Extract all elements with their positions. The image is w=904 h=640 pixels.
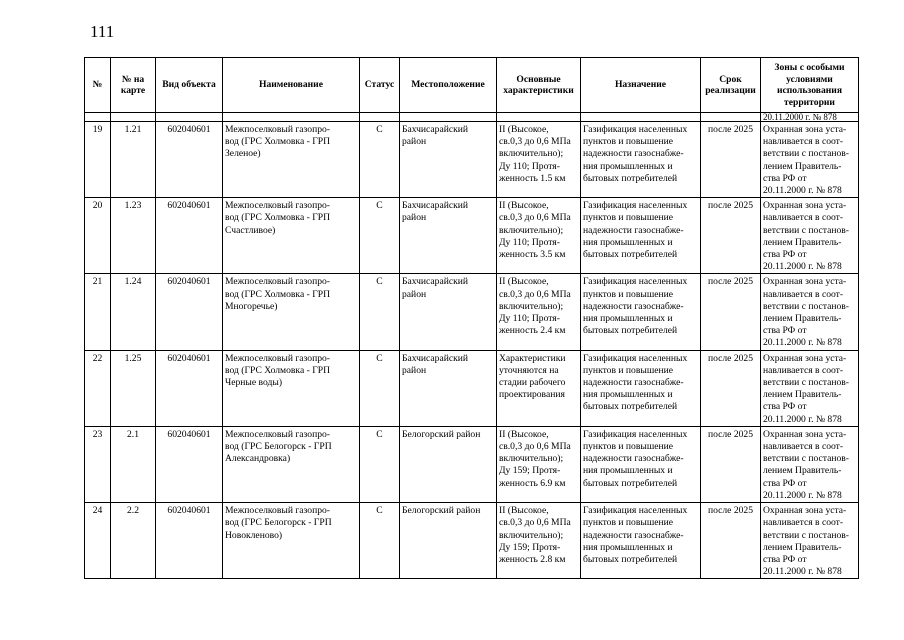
cell-line: пунктов и повышение: [583, 136, 674, 148]
cell-line: Охранная зона уста-: [763, 352, 847, 364]
cell-line: ния промышленных и: [583, 389, 673, 401]
cell-line: ветствии с постанов-: [763, 300, 849, 312]
cell-line: проектирования: [499, 389, 565, 401]
cell-purpose: [581, 122, 701, 198]
cell-line: лением Правитель-: [763, 389, 842, 401]
cell-line: Газификация населенных: [583, 428, 688, 440]
cell-characteristics: [497, 503, 581, 579]
cell-line: Черные воды): [225, 377, 283, 389]
cell-status: С: [360, 198, 400, 274]
cell-line: ния промышленных и: [583, 160, 673, 172]
cell-line: бытовых потребителей: [583, 401, 678, 413]
cell-line: женность 2.8 км: [499, 553, 566, 565]
cell-characteristics: [497, 198, 581, 274]
cell-line: женность 6.9 км: [499, 477, 566, 489]
cell-line: пунктов и повышение: [583, 364, 674, 376]
cell-line: вод (ГРС Белогорск - ГРП: [225, 517, 332, 529]
cell-status: С: [360, 274, 400, 350]
cell-characteristics: [497, 426, 581, 502]
cell-line: женность 3.5 км: [499, 249, 566, 261]
cell-location: [400, 122, 497, 198]
cell-line: вод (ГРС Белогорск - ГРП: [225, 441, 332, 453]
cell-line: II (Высокое,: [499, 124, 549, 135]
cell-line: св.0,3 до 0,6 МПа: [499, 136, 571, 148]
cell-line: Газификация населенных: [583, 124, 688, 135]
cell-status: С: [360, 503, 400, 579]
cell-line: стадии рабочего: [499, 377, 566, 389]
cell-line: II (Высокое,: [499, 276, 549, 288]
header-map-num: № на карте: [111, 58, 156, 113]
cell-status: С: [360, 350, 400, 426]
cell-line: Новокленово): [225, 529, 283, 541]
cell-term: после 2025: [701, 198, 761, 274]
header-purpose: Назначение: [581, 58, 701, 113]
cell-zones: [761, 503, 859, 579]
cell-line: ния промышленных и: [583, 465, 673, 477]
cell-line: Межпоселковый газопро-: [225, 276, 331, 288]
carry-over-text: 20.11.2000 г. № 878: [761, 113, 859, 122]
cell-line: вод (ГРС Холмовка - ГРП: [225, 288, 331, 300]
cell-line: Межпоселковый газопро-: [225, 505, 331, 517]
cell-line: надежности газоснабже-: [583, 453, 684, 465]
cell-line: ства РФ от: [763, 325, 807, 337]
carry-over-row: [85, 113, 859, 122]
cell-line: 20.11.2000 г. № 878: [763, 185, 842, 197]
header-location: Местоположение: [400, 58, 497, 113]
cell-line: св.0,3 до 0,6 МПа: [499, 288, 571, 300]
cell-line: пунктов и повышение: [583, 441, 674, 453]
table-row: [85, 503, 859, 579]
cell-line: 20.11.2000 г. № 878: [763, 489, 842, 501]
cell-line: навливается в соот-: [763, 517, 844, 529]
cell-line: уточняются на: [499, 364, 559, 376]
cell-purpose: [581, 274, 701, 350]
cell-line: вод (ГРС Холмовка - ГРП: [225, 212, 331, 224]
cell-line: район: [402, 364, 427, 376]
cell-line: Газификация населенных: [583, 505, 688, 517]
cell-line: Межпоселковый газопро-: [225, 200, 331, 212]
cell-line: II (Высокое,: [499, 505, 549, 517]
cell-term: после 2025: [701, 274, 761, 350]
cell-term: после 2025: [701, 350, 761, 426]
cell-line: Охранная зона уста-: [763, 276, 847, 288]
cell-line: Газификация населенных: [583, 352, 688, 364]
cell-line: включительно);: [499, 453, 564, 465]
cell-line: вод (ГРС Холмовка - ГРП: [225, 136, 331, 148]
cell-line: надежности газоснабже-: [583, 148, 684, 160]
cell-location: [400, 274, 497, 350]
header-num: №: [85, 58, 111, 113]
cell-line: включительно);: [499, 300, 564, 312]
cell-line: св.0,3 до 0,6 МПа: [499, 441, 571, 453]
cell-num: 20: [85, 198, 111, 274]
cell-object-type: 602040601: [156, 426, 223, 502]
cell-line: надежности газоснабже-: [583, 224, 684, 236]
cell-line: вод (ГРС Холмовка - ГРП: [225, 364, 331, 376]
cell-purpose: [581, 350, 701, 426]
cell-line: 20.11.2000 г. № 878: [763, 337, 842, 349]
cell-line: Охранная зона уста-: [763, 200, 847, 212]
cell-line: Охранная зона уста-: [763, 505, 847, 517]
cell-line: включительно);: [499, 148, 564, 160]
cell-term: после 2025: [701, 426, 761, 502]
cell-line: 20.11.2000 г. № 878: [763, 413, 842, 425]
cell-location: [400, 198, 497, 274]
cell-line: навливается в соот-: [763, 212, 844, 224]
cell-line: ства РФ от: [763, 553, 807, 565]
cell-line: ветствии с постанов-: [763, 453, 849, 465]
cell-num: 22: [85, 350, 111, 426]
table-row: [85, 426, 859, 502]
cell-term: после 2025: [701, 503, 761, 579]
cell-line: бытовых потребителей: [583, 249, 678, 261]
objects-table: [84, 57, 859, 579]
cell-line: Ду 110; Протя-: [499, 313, 560, 325]
cell-line: Счастливое): [225, 224, 276, 236]
cell-line: ства РФ от: [763, 477, 807, 489]
cell-line: навливается в соот-: [763, 441, 844, 453]
cell-name: [223, 350, 360, 426]
cell-line: надежности газоснабже-: [583, 377, 684, 389]
cell-line: II (Высокое,: [499, 200, 549, 212]
cell-line: ства РФ от: [763, 401, 807, 413]
table-row: [85, 122, 859, 198]
cell-status: С: [360, 426, 400, 502]
cell-characteristics: [497, 350, 581, 426]
cell-line: Охранная зона уста-: [763, 124, 847, 135]
cell-map-num: 2.1: [111, 426, 156, 502]
cell-line: 20.11.2000 г. № 878: [763, 261, 842, 273]
cell-line: ства РФ от: [763, 172, 807, 184]
cell-map-num: 1.24: [111, 274, 156, 350]
cell-line: ния промышленных и: [583, 313, 673, 325]
cell-line: Межпоселковый газопро-: [225, 124, 331, 135]
cell-line: ветствии с постанов-: [763, 148, 849, 160]
cell-num: 21: [85, 274, 111, 350]
cell-line: лением Правитель-: [763, 313, 842, 325]
page-number: 111: [90, 22, 115, 41]
cell-zones: [761, 426, 859, 502]
cell-line: Охранная зона уста-: [763, 428, 847, 440]
cell-num: 24: [85, 503, 111, 579]
cell-line: лением Правитель-: [763, 236, 842, 248]
header-row: [85, 58, 859, 113]
cell-object-type: 602040601: [156, 122, 223, 198]
header-zones: Зоны с особыми условиями использования территории: [761, 58, 859, 113]
cell-line: ства РФ от: [763, 249, 807, 261]
cell-line: навливается в соот-: [763, 288, 844, 300]
cell-location: [400, 503, 497, 579]
cell-line: Зеленое): [225, 148, 261, 160]
cell-line: Александровка): [225, 453, 291, 465]
cell-object-type: 602040601: [156, 198, 223, 274]
cell-line: пунктов и повышение: [583, 517, 674, 529]
cell-line: бытовых потребителей: [583, 325, 678, 337]
cell-line: Газификация населенных: [583, 276, 688, 288]
cell-line: навливается в соот-: [763, 136, 844, 148]
cell-line: бытовых потребителей: [583, 553, 678, 565]
cell-line: пунктов и повышение: [583, 288, 674, 300]
table-row: [85, 350, 859, 426]
cell-line: ветствии с постанов-: [763, 377, 849, 389]
cell-name: [223, 198, 360, 274]
cell-line: ветствии с постанов-: [763, 224, 849, 236]
cell-line: бытовых потребителей: [583, 477, 678, 489]
header-object-type: Вид объекта: [156, 58, 223, 113]
cell-zones: [761, 350, 859, 426]
cell-line: лением Правитель-: [763, 465, 842, 477]
cell-line: Межпоселковый газопро-: [225, 428, 331, 440]
cell-line: надежности газоснабже-: [583, 529, 684, 541]
cell-line: Бахчисарайский: [402, 352, 469, 364]
cell-location: [400, 350, 497, 426]
cell-line: пунктов и повышение: [583, 212, 674, 224]
cell-status: С: [360, 122, 400, 198]
cell-zones: [761, 122, 859, 198]
cell-line: включительно);: [499, 224, 564, 236]
cell-line: Межпоселковый газопро-: [225, 352, 331, 364]
cell-line: Белогорский район: [402, 505, 481, 517]
cell-line: ния промышленных и: [583, 236, 673, 248]
cell-characteristics: [497, 122, 581, 198]
cell-object-type: 602040601: [156, 350, 223, 426]
cell-line: Бахчисарайский: [402, 200, 469, 212]
cell-line: Бахчисарайский: [402, 124, 469, 135]
cell-line: Ду 110; Протя-: [499, 236, 560, 248]
cell-line: Многоречье): [225, 300, 278, 312]
cell-map-num: 1.25: [111, 350, 156, 426]
cell-num: 19: [85, 122, 111, 198]
cell-line: Ду 110; Протя-: [499, 160, 560, 172]
cell-line: св.0,3 до 0,6 МПа: [499, 212, 571, 224]
cell-line: надежности газоснабже-: [583, 300, 684, 312]
cell-object-type: 602040601: [156, 274, 223, 350]
cell-purpose: [581, 503, 701, 579]
table-row: [85, 198, 859, 274]
cell-line: св.0,3 до 0,6 МПа: [499, 517, 571, 529]
cell-zones: [761, 274, 859, 350]
cell-line: район: [402, 136, 427, 148]
cell-line: ветствии с постанов-: [763, 529, 849, 541]
cell-characteristics: [497, 274, 581, 350]
cell-line: II (Высокое,: [499, 428, 549, 440]
cell-name: [223, 274, 360, 350]
cell-line: Белогорский район: [402, 428, 481, 440]
header-name: Наименование: [223, 58, 360, 113]
cell-line: Характеристики: [499, 352, 566, 364]
header-term: Срок реализации: [701, 58, 761, 113]
cell-line: ния промышленных и: [583, 541, 673, 553]
cell-line: Ду 159; Протя-: [499, 465, 561, 477]
cell-line: лением Правитель-: [763, 541, 842, 553]
cell-line: бытовых потребителей: [583, 172, 678, 184]
cell-line: Ду 159; Протя-: [499, 541, 561, 553]
cell-num: 23: [85, 426, 111, 502]
cell-zones: [761, 198, 859, 274]
cell-line: район: [402, 212, 427, 224]
cell-map-num: 1.21: [111, 122, 156, 198]
cell-object-type: 602040601: [156, 503, 223, 579]
header-status: Статус: [360, 58, 400, 113]
table-row: [85, 274, 859, 350]
cell-line: Бахчисарайский: [402, 276, 469, 288]
cell-line: Газификация населенных: [583, 200, 688, 212]
cell-map-num: 1.23: [111, 198, 156, 274]
cell-line: включительно);: [499, 529, 564, 541]
header-characteristics: Основные характеристики: [497, 58, 581, 113]
cell-line: лением Правитель-: [763, 160, 842, 172]
cell-map-num: 2.2: [111, 503, 156, 579]
cell-name: [223, 426, 360, 502]
cell-location: [400, 426, 497, 502]
cell-purpose: [581, 426, 701, 502]
cell-line: район: [402, 288, 427, 300]
cell-line: женность 1.5 км: [499, 172, 566, 184]
cell-name: [223, 503, 360, 579]
cell-name: [223, 122, 360, 198]
cell-term: после 2025: [701, 122, 761, 198]
cell-line: 20.11.2000 г. № 878: [763, 566, 842, 578]
cell-line: женность 2.4 км: [499, 325, 566, 337]
cell-line: навливается в соот-: [763, 364, 844, 376]
cell-purpose: [581, 198, 701, 274]
